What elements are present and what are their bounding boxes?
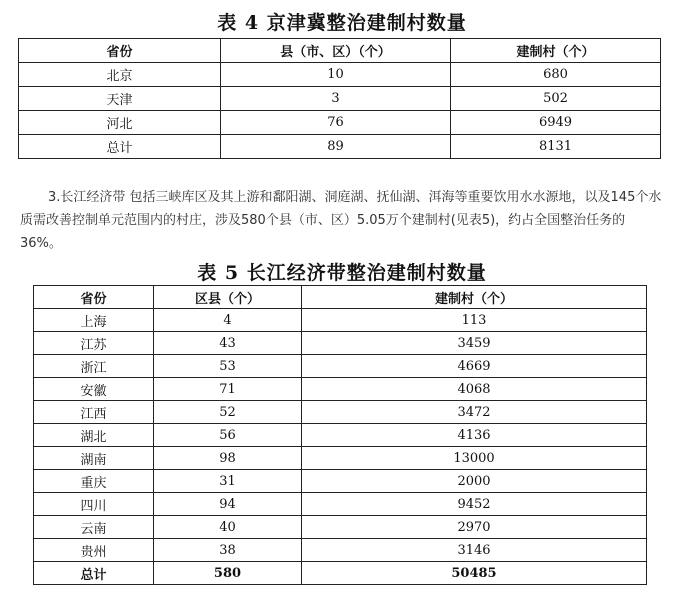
county-count-cell: 38 [154,539,302,562]
village-count-cell: 3459 [302,332,647,355]
table5 [33,285,647,585]
province-cell: 贵州 [34,539,154,562]
table5-total-row [34,562,647,585]
county-count-cell: 10 [221,63,451,87]
province-cell: 北京 [19,63,221,87]
table4-header-counties: 县（市、区）（个） [221,39,451,63]
village-count-cell: 9452 [302,493,647,516]
province-cell: 上海 [34,309,154,332]
table-row [34,516,647,539]
table-row [19,111,661,135]
table-row [34,355,647,378]
village-count-cell: 4068 [302,378,647,401]
province-cell: 湖南 [34,447,154,470]
table4 [18,38,661,159]
county-count-cell: 56 [154,424,302,447]
table4-header-row [19,39,661,63]
county-count-cell: 98 [154,447,302,470]
village-count-cell: 2970 [302,516,647,539]
table-row [34,332,647,355]
table-row [34,309,647,332]
table-row [34,378,647,401]
village-count-cell: 4669 [302,355,647,378]
table5-header-row [34,286,647,309]
table-row [34,401,647,424]
table-row [34,539,647,562]
county-count-cell: 76 [221,111,451,135]
village-count-cell: 13000 [302,447,647,470]
table4-header-province: 省份 [19,39,221,63]
province-cell: 重庆 [34,470,154,493]
province-cell: 湖北 [34,424,154,447]
table4-caption: 表 4 京津冀整治建制村数量 [217,12,467,34]
village-count-cell: 3472 [302,401,647,424]
county-count-cell: 31 [154,470,302,493]
table4-header-villages: 建制村（个） [451,39,661,63]
province-cell: 总计 [19,135,221,159]
county-count-cell: 53 [154,355,302,378]
body-paragraph [20,186,664,255]
table-row [34,424,647,447]
table5-header-villages: 建制村（个） [302,286,647,309]
province-cell: 安徽 [34,378,154,401]
total-county-count-cell: 580 [154,562,302,585]
province-cell: 河北 [19,111,221,135]
county-count-cell: 71 [154,378,302,401]
county-count-cell: 89 [221,135,451,159]
province-cell: 浙江 [34,355,154,378]
total-village-count-cell: 50485 [302,562,647,585]
province-cell: 江西 [34,401,154,424]
province-cell: 云南 [34,516,154,539]
village-count-cell: 4136 [302,424,647,447]
county-count-cell: 40 [154,516,302,539]
county-count-cell: 43 [154,332,302,355]
table-row [19,135,661,159]
table-row [34,493,647,516]
county-count-cell: 94 [154,493,302,516]
village-count-cell: 3146 [302,539,647,562]
table-row [34,447,647,470]
total-label-cell: 总计 [34,562,154,585]
village-count-cell: 6949 [451,111,661,135]
county-count-cell: 3 [221,87,451,111]
county-count-cell: 52 [154,401,302,424]
table-row [19,63,661,87]
village-count-cell: 2000 [302,470,647,493]
county-count-cell: 4 [154,309,302,332]
village-count-cell: 113 [302,309,647,332]
province-cell: 天津 [19,87,221,111]
village-count-cell: 502 [451,87,661,111]
province-cell: 四川 [34,493,154,516]
table5-caption: 表 5 长江经济带整治建制村数量 [197,262,487,284]
table5-header-province: 省份 [34,286,154,309]
table-row [19,87,661,111]
table5-header-counties: 区县（个） [154,286,302,309]
paragraph-text: 3.长江经济带 包括三峡库区及其上游和鄱阳湖、洞庭湖、抚仙湖、洱海等重要饮用水水源地，以及145个水质需改善控制单元范围内的村庄，涉及580个县（市、区）5.05万个建制村(见表5)，约占全国整治任务的36%。 [20,190,662,251]
village-count-cell: 8131 [451,135,661,159]
province-cell: 江苏 [34,332,154,355]
village-count-cell: 680 [451,63,661,87]
table-row [34,470,647,493]
